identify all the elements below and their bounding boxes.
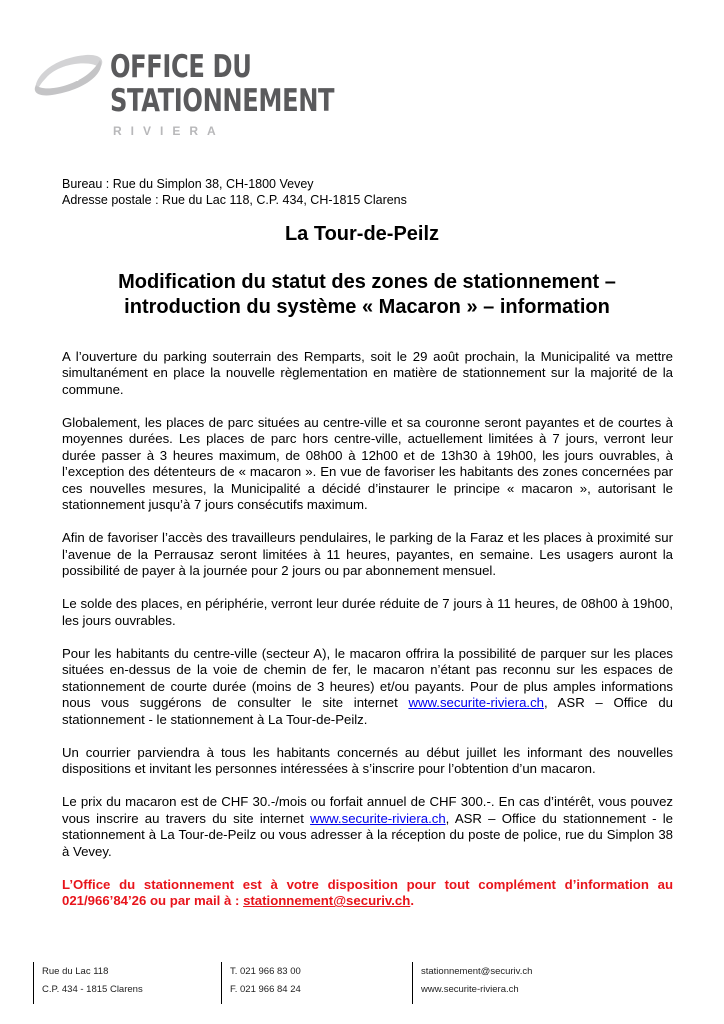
paragraph-contact-text: L’Office du stationnement est à votre disposition pour tout complément d’information au 021/966’84’26 ou par mail à : <box>62 876 673 909</box>
paragraph-price-tail: , ASR – Office du stationnement - le stationnement à La Tour-de-Peilz ou vous adresser à la réception du poste de police, rue du Simplon 38 à Vevey. <box>62 810 674 859</box>
footer-address <box>33 962 143 1004</box>
subtitle-line2: introduction du système « Macaron » – information <box>124 296 610 318</box>
document-subtitle <box>60 270 674 320</box>
logo-title-line2: STATIONNEMENT <box>110 83 335 119</box>
sender-address <box>62 176 407 208</box>
paragraph-periphery: Le solde des places, en périphérie, verront leur durée réduite de 7 jours à 11 heures, de 08h00 à 19h00, les jours ouvrables. <box>62 596 673 628</box>
logo-title-line1: OFFICE DU <box>110 49 252 85</box>
footer-phone <box>221 962 301 1004</box>
document-body <box>62 349 673 926</box>
document-title: La Tour-de-Peilz <box>284 223 440 245</box>
paragraph-price-text: Le prix du macaron est de CHF 30.-/mois ou forfait annuel de CHF 300.-. En cas d’intérêt, vous pouvez vous inscrire au travers du site internet <box>62 794 673 826</box>
paragraph-residents-text: Pour les habitants du centre-ville (secteur A), le macaron offrira la possibilité de parquer sur les places situées en-dessus de la voie de chemin de fer, le macaron n’étant pas reconnu sur les espaces de stationnement de courte durée (moins de 3 heures) et/ou payants. Pour de plus amples informations nous vous suggérons de consulter le site internet <box>62 645 673 711</box>
footer-address-line2: C.P. 434 - 1815 Clarens <box>42 984 143 995</box>
footer-telephone: T. 021 966 83 00 <box>230 966 301 977</box>
postal-address: Adresse postale : Rue du Lac 118, C.P. 434, CH-1815 Clarens <box>62 193 407 207</box>
asr-logo-icon <box>30 52 106 98</box>
footer-fax: F. 021 966 84 24 <box>230 984 301 995</box>
organization-logo <box>30 48 350 143</box>
subtitle-line1: Modification du statut des zones de stationnement – <box>118 271 616 293</box>
bureau-address: Bureau : Rue du Simplon 38, CH-1800 Vevey <box>62 177 314 191</box>
paragraph-price <box>62 794 673 860</box>
paragraph-mailing: Un courrier parviendra à tous les habitants concernés au début juillet les informant des nouvelles dispositions et invitant les personnes intéressées à s’inscrire pour l’obtention d’un macaron. <box>62 744 673 777</box>
paragraph-general: Globalement, les places de parc situées au centre-ville et sa couronne seront payantes et de courtes à moyennes durées. Les places de parc hors centre-ville, actuellement limitées à 7 jours, verront leur durée passer à 3 heures maximum, de 08h00 à 12h00 et de 13h30 à 19h00, les jours ouvrables, à l’exception des détenteurs de « macaron ». En vue de favoriser les habitants des zones concernées par ces nouvelles mesures, la Municipalité a décidé d’instaurer le principe « macaron », autorisant le stationnement jusqu’à 7 jours consécutifs maximum. <box>62 415 673 513</box>
website-link-2[interactable]: www.securite-riviera.ch <box>310 810 446 826</box>
paragraph-contact-tail: . <box>410 893 414 909</box>
logo-badge-text: ASR <box>52 69 80 84</box>
website-link[interactable]: www.securite-riviera.ch <box>408 695 545 711</box>
footer-address-line1: Rue du Lac 118 <box>42 966 109 977</box>
footer-website[interactable]: www.securite-riviera.ch <box>421 984 519 995</box>
paragraph-residents-tail: , ASR – Office du stationnement - le stationnement à La Tour-de-Peilz. <box>62 695 673 727</box>
footer-email[interactable]: stationnement@securiv.ch <box>421 966 533 977</box>
email-link[interactable]: stationnement@securiv.ch <box>243 893 411 909</box>
paragraph-opening: A l’ouverture du parking souterrain des Remparts, soit le 29 août prochain, la Municipalité va mettre simultanément en place la nouvelle règlementation en matière de stationnement sur la majorité de la commune. <box>62 349 673 397</box>
paragraph-commuters: Afin de favoriser l’accès des travailleurs pendulaires, le parking de la Faraz et les places à proximité sur l’avenue de la Perrausaz seront limitées à 11 heures, payantes, en semaine. Les usagers auront la possibilité de payer à la journée pour 2 jours ou par abonnement mensuel. <box>62 530 673 579</box>
footer-contact <box>412 962 532 1004</box>
logo-subtitle: RIVIERA <box>113 124 225 138</box>
page-footer <box>0 962 724 1008</box>
paragraph-residents <box>62 646 673 728</box>
paragraph-contact <box>62 877 673 910</box>
